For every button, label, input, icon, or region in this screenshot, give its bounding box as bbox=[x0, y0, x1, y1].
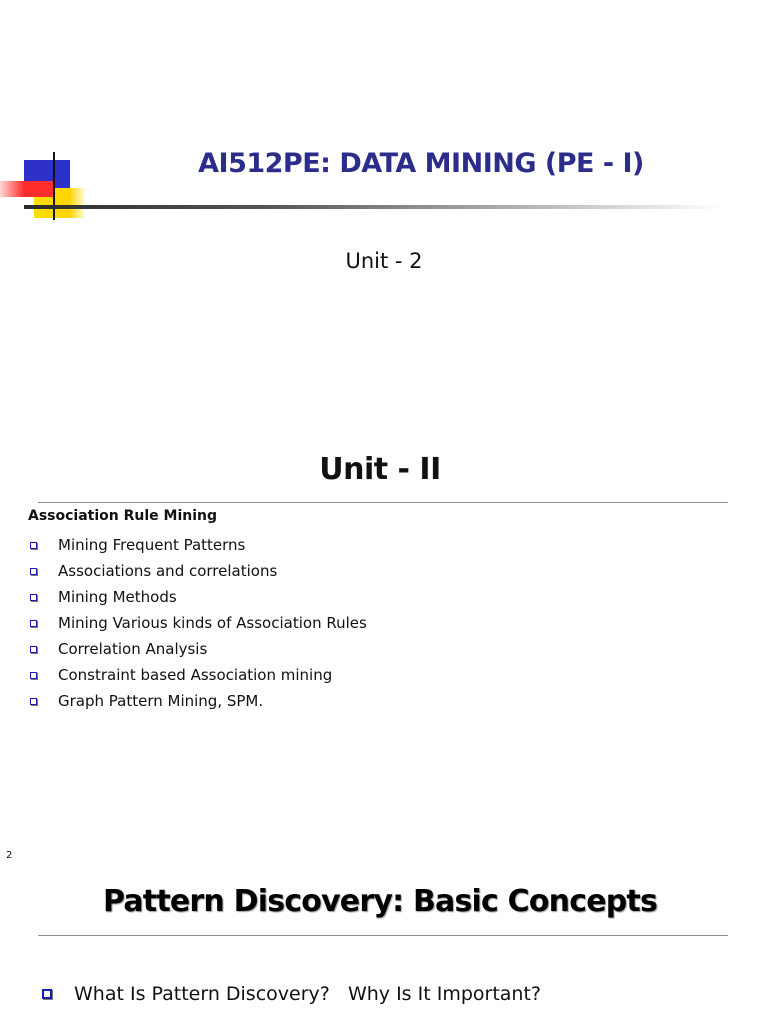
list-item bbox=[28, 532, 367, 558]
decoration-red-bar bbox=[0, 181, 54, 197]
concepts-heading: Pattern Discovery: Basic Concepts bbox=[102, 884, 658, 919]
course-title: AI512PE: DATA MINING (PE - I) bbox=[198, 148, 644, 179]
heading-divider bbox=[38, 502, 728, 503]
list-item bbox=[28, 662, 367, 688]
square-bullet-icon bbox=[30, 594, 37, 601]
list-item-label: Graph Pattern Mining, SPM. bbox=[58, 692, 264, 710]
concepts-list-item bbox=[40, 983, 541, 1005]
list-item bbox=[28, 688, 367, 714]
square-bullet-icon bbox=[30, 646, 37, 653]
square-bullet-icon bbox=[30, 698, 37, 705]
square-bullet-icon bbox=[30, 620, 37, 627]
list-item bbox=[28, 636, 367, 662]
list-item-label: Correlation Analysis bbox=[58, 640, 208, 658]
page-number: 2 bbox=[6, 850, 13, 861]
list-item-label: Mining Frequent Patterns bbox=[58, 536, 246, 554]
title-decoration bbox=[0, 150, 110, 225]
unit-heading: Unit - II bbox=[319, 452, 441, 487]
concepts-divider bbox=[38, 935, 728, 936]
list-item bbox=[28, 610, 367, 636]
square-bullet-icon bbox=[42, 989, 52, 999]
list-item-label: Constraint based Association mining bbox=[58, 666, 333, 684]
list-item-label: Associations and correlations bbox=[58, 562, 278, 580]
section-title: Association Rule Mining bbox=[28, 508, 218, 524]
square-bullet-icon bbox=[30, 672, 37, 679]
decoration-vertical-line bbox=[53, 152, 55, 220]
square-bullet-icon bbox=[30, 542, 37, 549]
list-item bbox=[28, 558, 367, 584]
list-item-label: Mining Various kinds of Association Rules bbox=[58, 614, 367, 632]
topic-list bbox=[28, 532, 367, 714]
square-bullet-icon bbox=[30, 568, 37, 575]
unit-subtitle: Unit - 2 bbox=[345, 249, 423, 273]
list-item bbox=[28, 584, 367, 610]
concepts-list-item-label: What Is Pattern Discovery? Why Is It Important? bbox=[74, 983, 541, 1005]
list-item-label: Mining Methods bbox=[58, 588, 177, 606]
title-underline bbox=[24, 205, 724, 209]
